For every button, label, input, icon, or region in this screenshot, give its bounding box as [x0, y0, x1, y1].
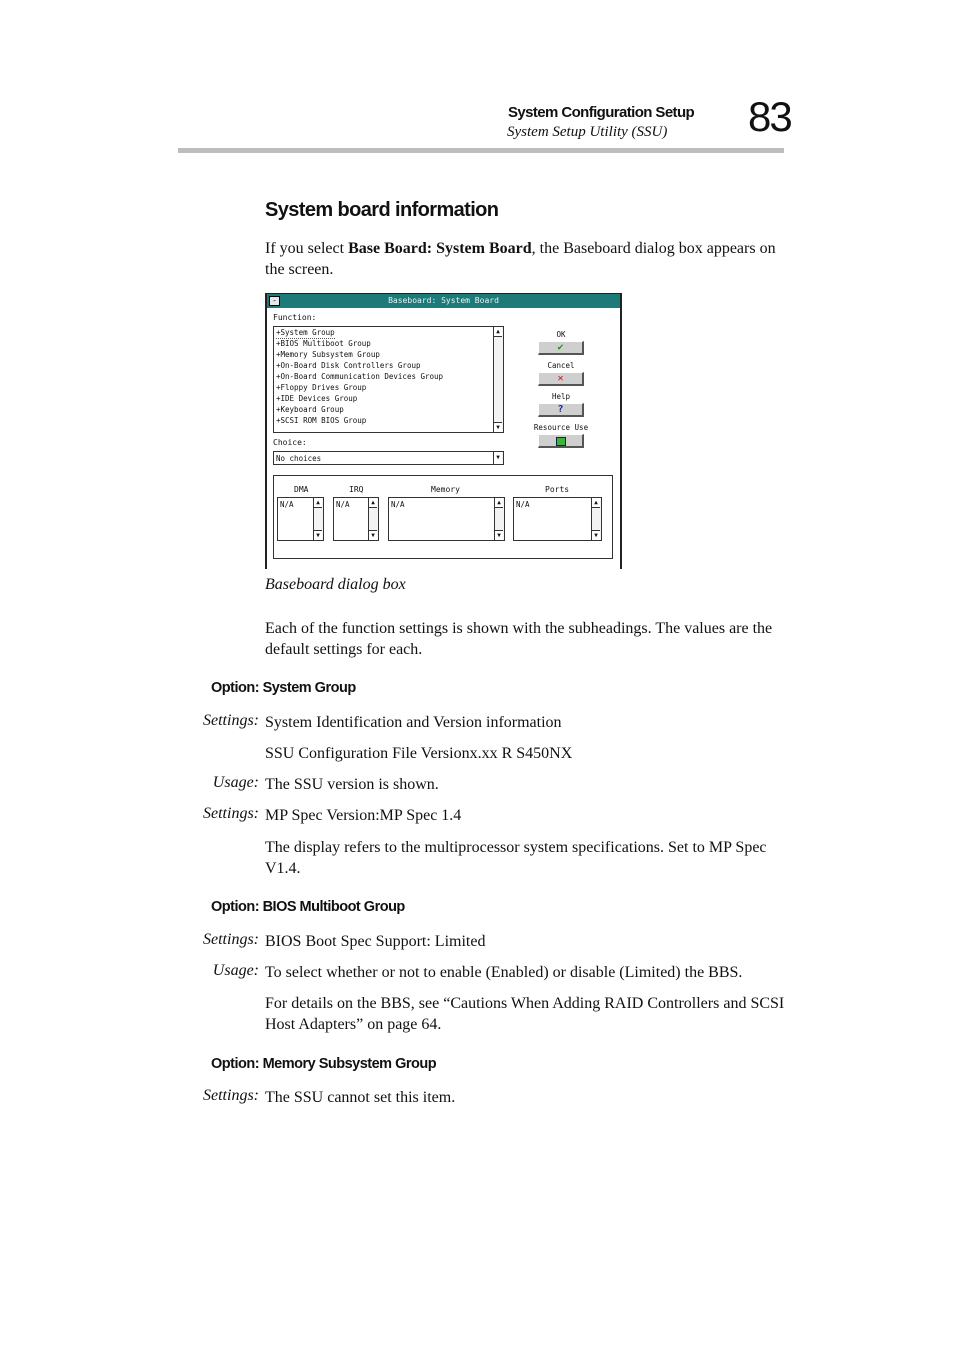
list-item[interactable]: +IDE Devices Group [276, 394, 358, 403]
usage-label: Usage: [212, 774, 259, 791]
scroll-up-arrow-icon[interactable]: ▲ [592, 498, 600, 508]
dma-scrollbar[interactable] [313, 498, 323, 540]
scroll-down-arrow-icon[interactable]: ▼ [314, 530, 322, 540]
list-item[interactable]: +Memory Subsystem Group [276, 350, 380, 359]
list-item[interactable]: +Keyboard Group [276, 405, 344, 414]
setting-description: The display refers to the multiprocessor system specifications. Set to MP Spec V1.4. [265, 839, 767, 877]
help-button[interactable] [538, 403, 584, 417]
function-listbox[interactable] [273, 326, 504, 433]
list-item[interactable]: +On-Board Communication Devices Group [276, 372, 444, 381]
choice-dropdown-button[interactable] [493, 452, 503, 464]
memory-listbox[interactable] [388, 497, 505, 541]
list-item[interactable]: +System Group [276, 328, 335, 337]
scroll-up-arrow-icon[interactable]: ▲ [369, 498, 377, 508]
header-rule [178, 148, 784, 153]
resource-chip-icon [556, 437, 566, 446]
list-item[interactable]: +SCSI ROM BIOS Group [276, 416, 367, 425]
usage-value: To select whether or not to enable (Enabled) or disable (Limited) the BBS. [265, 964, 743, 981]
figure-caption: Baseboard dialog box [265, 576, 406, 593]
list-item[interactable]: +Floppy Drives Group [276, 383, 367, 392]
ports-listbox[interactable] [513, 497, 602, 541]
cancel-label: Cancel [547, 361, 575, 370]
section-title: System board information [265, 199, 499, 221]
list-item[interactable]: +On-Board Disk Controllers Group [276, 361, 421, 370]
resource-use-label: Resource Use [533, 423, 589, 432]
setting-value: The SSU cannot set this item. [265, 1089, 456, 1106]
memory-label: Memory [431, 485, 460, 494]
setting-value: SSU Configuration File Versionx.xx R S450NX [265, 745, 573, 762]
ok-button[interactable] [538, 341, 584, 355]
question-icon: ? [557, 404, 564, 415]
dma-value: N/A [280, 500, 294, 509]
memory-scrollbar[interactable] [494, 498, 504, 540]
running-header-title: System Configuration Setup [508, 104, 695, 121]
scroll-up-arrow-icon[interactable]: ▲ [495, 498, 503, 508]
ports-value: N/A [516, 500, 530, 509]
resource-use-button[interactable] [538, 434, 584, 448]
function-scrollbar[interactable] [493, 327, 503, 432]
choice-combobox[interactable] [273, 451, 504, 465]
choice-value: No choices [276, 454, 322, 463]
ports-label: Ports [545, 485, 570, 494]
scroll-down-arrow-icon[interactable]: ▼ [495, 530, 503, 540]
usage-description: For details on the BBS, see “Cautions When Adding RAID Controllers and SCSI Host Adapters” on page 64. [265, 995, 785, 1033]
settings-label: Settings: [203, 805, 259, 822]
irq-scrollbar[interactable] [368, 498, 378, 540]
baseboard-dialog [265, 293, 622, 569]
list-item[interactable]: +BIOS Multiboot Group [276, 339, 371, 348]
body-paragraph: Each of the function settings is shown with the subheadings. The values are the default settings for each. [265, 620, 773, 658]
intro-paragraph [265, 238, 785, 280]
scroll-down-arrow-icon[interactable]: ▼ [369, 530, 377, 540]
help-label: Help [551, 392, 571, 401]
option-heading: Option: BIOS Multiboot Group [211, 899, 405, 915]
cancel-button[interactable] [538, 372, 584, 386]
intro-text: If you select [265, 240, 349, 257]
system-menu-button[interactable]: - [269, 296, 280, 306]
checkmark-icon: ✔ [557, 342, 564, 353]
memory-value: N/A [391, 500, 405, 509]
running-header-subtitle: System Setup Utility (SSU) [507, 124, 668, 140]
chevron-down-icon[interactable]: ▼ [494, 451, 502, 464]
dialog-title: Baseboard: System Board [388, 296, 499, 305]
intro-bold: Base Board: System Board [348, 240, 532, 257]
settings-label: Settings: [203, 1087, 259, 1104]
resource-groupbox [273, 475, 613, 559]
irq-value: N/A [336, 500, 350, 509]
dma-label: DMA [294, 485, 309, 494]
settings-label: Settings: [203, 712, 259, 729]
function-label: Function: [273, 313, 317, 322]
setting-value: System Identification and Version information [265, 714, 562, 731]
irq-label: IRQ [349, 485, 364, 494]
dma-listbox[interactable] [277, 497, 324, 541]
option-heading: Option: Memory Subsystem Group [211, 1056, 437, 1072]
scroll-up-arrow-icon[interactable]: ▲ [494, 327, 502, 337]
settings-label: Settings: [203, 931, 259, 948]
dialog-titlebar [267, 294, 620, 308]
ok-label: OK [556, 330, 566, 339]
usage-value: The SSU version is shown. [265, 776, 439, 793]
setting-value: BIOS Boot Spec Support: Limited [265, 933, 486, 950]
scroll-up-arrow-icon[interactable]: ▲ [314, 498, 322, 508]
irq-listbox[interactable] [333, 497, 379, 541]
ports-scrollbar[interactable] [591, 498, 601, 540]
usage-label: Usage: [212, 962, 259, 979]
setting-value: MP Spec Version:MP Spec 1.4 [265, 807, 462, 824]
scroll-down-arrow-icon[interactable]: ▼ [592, 530, 600, 540]
page-number: 83 [748, 93, 791, 140]
close-icon: ✕ [557, 373, 564, 384]
option-heading: Option: System Group [211, 680, 356, 696]
intro-text-end: , the Baseboard dialog box appears on the screen. [265, 240, 776, 278]
scroll-down-arrow-icon[interactable]: ▼ [494, 422, 502, 432]
choice-label: Choice: [273, 438, 307, 447]
